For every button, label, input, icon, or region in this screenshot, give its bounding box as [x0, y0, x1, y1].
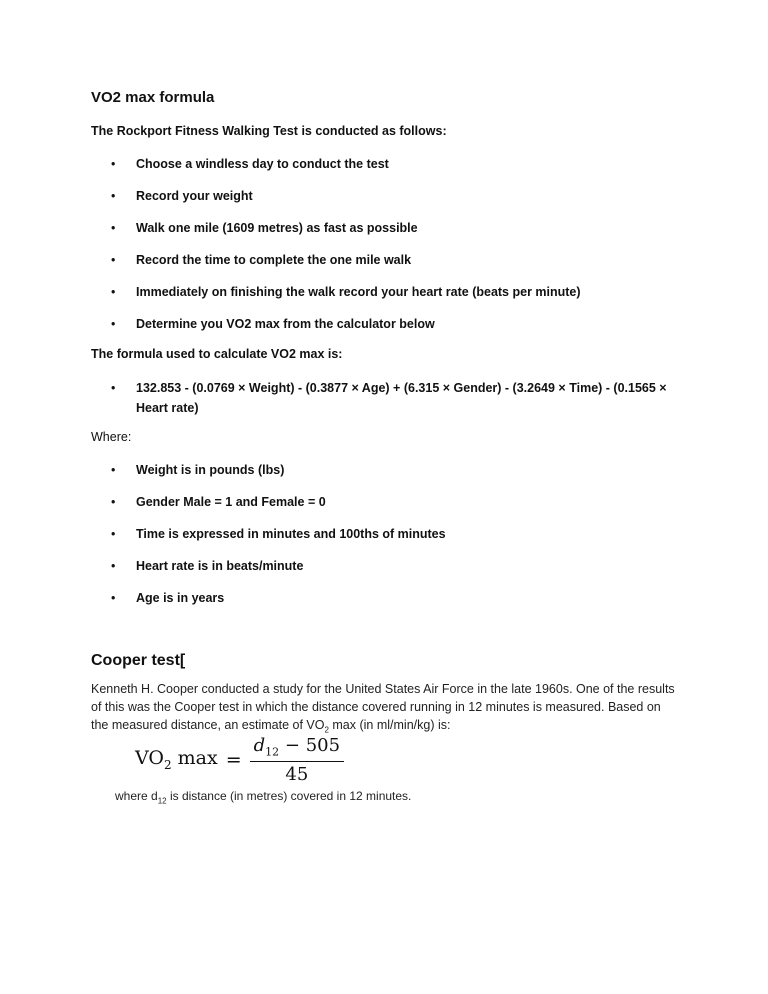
- bullet-icon: •: [111, 527, 116, 541]
- list-item: • Record the time to complete the one mile walk: [111, 253, 412, 267]
- bullet-icon: •: [111, 285, 116, 299]
- bullet-icon: •: [111, 463, 116, 477]
- list-item: • Walk one mile (1609 metres) as fast as possible: [111, 221, 418, 235]
- bullet-icon: •: [111, 317, 116, 331]
- bullet-icon: •: [111, 253, 116, 267]
- section-heading-vo2-max: VO2 max formula: [91, 89, 215, 106]
- paragraph-line: Kenneth H. Cooper conducted a study for the United States Air Force in the late 1960s. One of the results: [91, 682, 675, 696]
- bullet-icon: •: [111, 157, 116, 171]
- fraction-denominator: 45: [285, 763, 309, 785]
- paragraph-line: the measured distance, an estimate of $VO_2$ max (in ml/min/kg) is:: [91, 718, 451, 735]
- equals-sign: =: [225, 748, 242, 771]
- paragraph-line: of this was the Cooper test in which the distance covered running in 12 minutes is measured. Based on: [91, 700, 661, 714]
- section-heading-cooper-test: Cooper test[: [91, 652, 186, 669]
- bullet-icon: •: [111, 591, 116, 605]
- cooper-formula: [135, 735, 344, 785]
- formula-line-2: Heart rate): [136, 401, 199, 415]
- formula-line-1: 132.853 - (0.0769 × Weight) - (0.3877 × Age) + (6.315 × Gender) - (3.2649 × Time) - (0.1565 ×: [136, 381, 667, 395]
- definitions-list: [111, 462, 446, 622]
- formula-intro: The formula used to calculate VO2 max is:: [91, 347, 343, 361]
- formula-fraction: [250, 735, 344, 785]
- list-item: • Gender Male = 1 and Female = 0: [111, 495, 326, 509]
- list-item: • Time is expressed in minutes and 100ths of minutes: [111, 527, 446, 541]
- formula-where-note: where $d_{12}$ is distance (in metres) covered in 12 minutes.: [115, 789, 412, 806]
- list-item: • Weight is in pounds (lbs): [111, 463, 285, 477]
- bullet-icon: •: [111, 189, 116, 203]
- list-item: • Age is in years: [111, 591, 225, 605]
- formula-lhs: $VO_2$ max: [135, 747, 218, 773]
- bullet-icon: •: [111, 495, 116, 509]
- list-item: • Immediately on finishing the walk record your heart rate (beats per minute): [111, 285, 581, 299]
- bullet-icon: •: [111, 381, 116, 395]
- where-label: Where:: [91, 430, 132, 444]
- list-item: • Record your weight: [111, 189, 253, 203]
- rockport-intro: The Rockport Fitness Walking Test is conducted as follows:: [91, 124, 447, 138]
- list-item: • Choose a windless day to conduct the test: [111, 157, 389, 171]
- list-item: [111, 378, 667, 418]
- list-item: • Heart rate is in beats/minute: [111, 559, 304, 573]
- list-item: • Determine you VO2 max from the calculator below: [111, 317, 435, 331]
- formula-list: [111, 378, 667, 418]
- fraction-numerator: $d_{12} - 505$: [253, 735, 341, 759]
- bullet-icon: •: [111, 559, 116, 573]
- fraction-bar: [250, 761, 344, 762]
- cooper-paragraph: [91, 680, 691, 740]
- bullet-icon: •: [111, 221, 116, 235]
- test-steps-list: [111, 156, 581, 348]
